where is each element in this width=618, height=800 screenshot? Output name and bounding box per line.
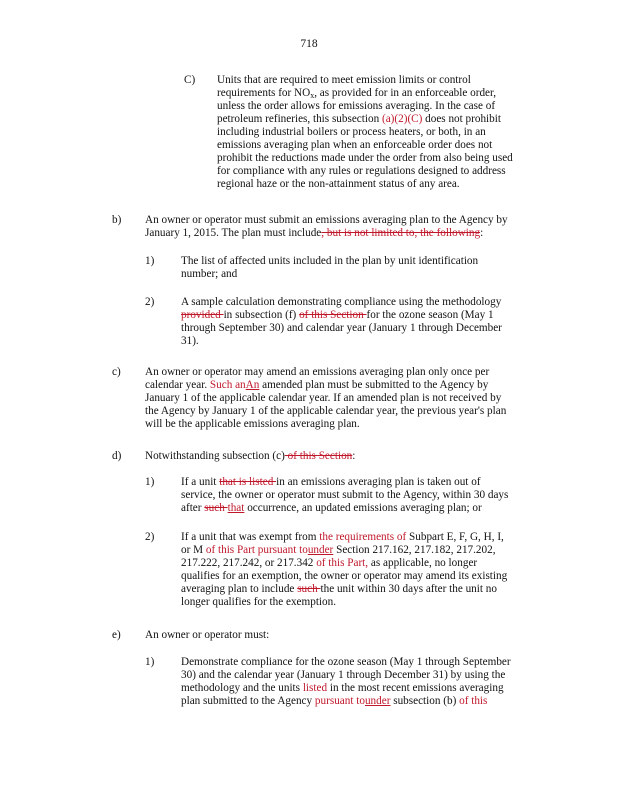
item-label-b: b) [112,214,122,226]
item-C-line-5: including industrial boilers or process heaters, or both, in an [217,126,486,138]
item-C-line-6: emissions averaging plan when an enforceable order does not [217,139,493,151]
item-e1-text: Demonstrate compliance for the ozone season (May 1 through September 30) and the calendar year (January 1 through December 31) by using the methodology and the units listed in the most recent emissions averaging plan submitted to the Agency pursuant tounder subsection (b) of this [181,656,511,707]
item-C-line-3: unless the order allows for emissions averaging. In the case of [217,100,496,112]
item-d-text: Notwithstanding subsection (c) of this Section: [145,450,356,462]
item-d2-label: 2) [145,531,155,543]
item-b1-text: The list of affected units included in the plan by unit identification number; and [181,255,479,280]
item-b2-label: 2) [145,296,155,308]
item-e-text: An owner or operator must: [145,629,270,641]
item-b1-label: 1) [145,255,155,267]
item-label-d: d) [112,450,122,462]
item-b-line-2: January 1, 2015. The plan must include, but is not limited to, the following: [145,227,484,239]
item-C-line-1: Units that are required to meet emission limits or control [217,74,471,86]
item-d1-label: 1) [145,476,155,488]
item-label-c: c) [112,366,121,378]
item-b2-text: A sample calculation demonstrating compliance using the methodology provided in subsection (f) of this Section for the ozone season (May 1 through September 30) and calendar year (January 1 through December 31). [181,296,502,347]
page-number: 718 [300,38,318,50]
item-label-C: C) [184,74,196,86]
item-C-line-8: for compliance with any rules or regulations designed to address [217,165,506,177]
item-b-line-1: An owner or operator must submit an emissions averaging plan to the Agency by [145,214,508,226]
item-d2-text: If a unit that was exempt from the requirements of Subpart E, F, G, H, I, or M of this Part pursuant tounder Section 217.162, 217.182, 217.202, 217.222, 217.242, or 217.342 of this Part, as applicable, no longer qualifies for an exemption, the owner or operator may amend its existing averaging plan to include such the unit within 30 days after the unit no longer qualifies for the exemption. [181,531,508,608]
item-C-line-4: petroleum refineries, this subsection (a)(2)(C) does not prohibit [217,113,501,125]
item-d1-text: If a unit that is listed in an emissions averaging plan is taken out of service, the owner or operator must submit to the Agency, within 30 days after such that occurrence, an updated emissions averaging plan; or [181,476,509,514]
item-label-e: e) [112,629,121,641]
item-e1-label: 1) [145,656,155,668]
item-C-text [217,74,547,191]
item-C-line-2: requirements for $NO_x$, as provided for in an enforceable order, [217,87,497,100]
item-C-line-7: prohibit the reductions made under the order from also being used [217,152,513,164]
item-b-text [145,214,545,240]
item-c-text: An owner or operator may amend an emissions averaging plan only once per calendar year. Such anAn amended plan must be submitted to the Agency by January 1 of the applicable calendar year. If an amended plan is not received by the Agency by January 1 of the applicable calendar year, the previous year's plan will be the applicable emissions averaging plan. [145,366,507,430]
item-C-line-9: regional haze or the non-attainment status of any area. [217,178,460,190]
